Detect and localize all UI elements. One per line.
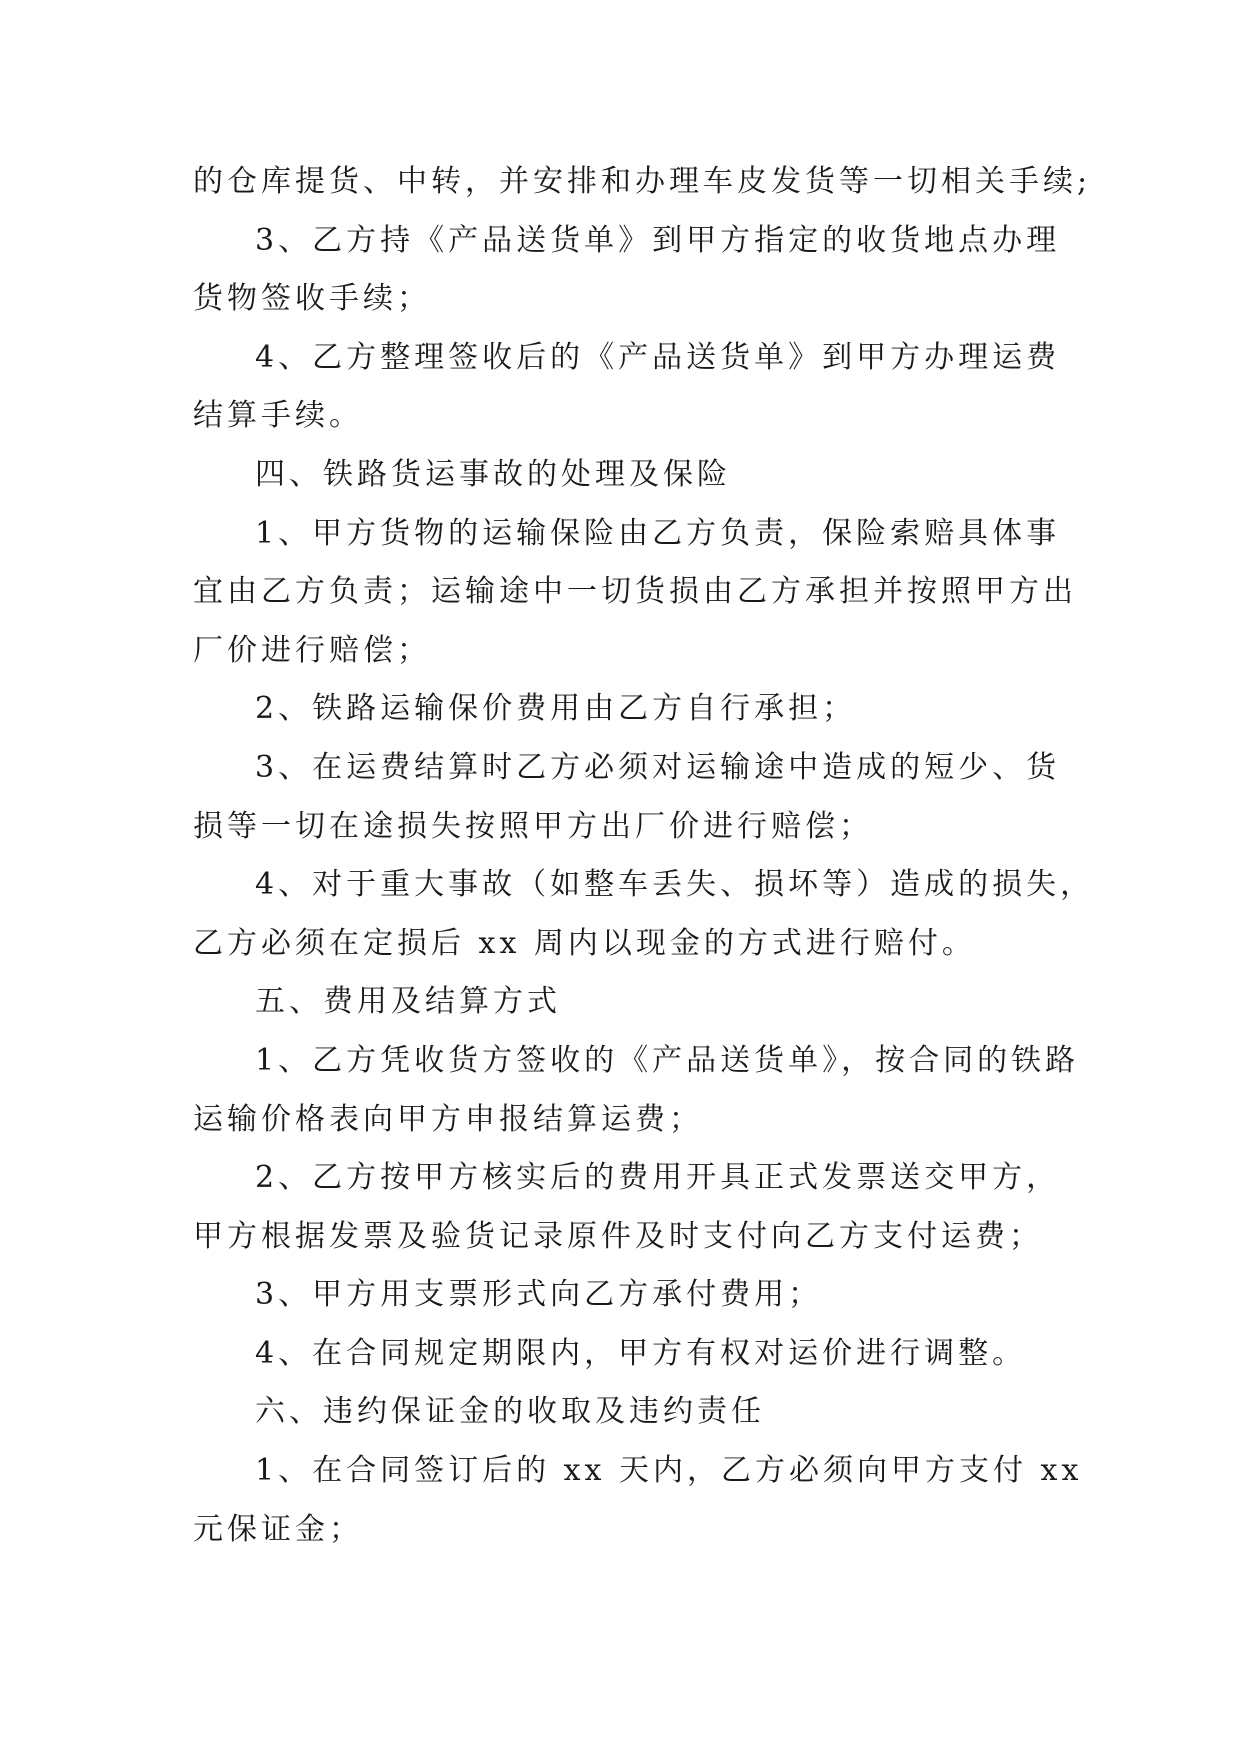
text-line: 2、铁路运输保价费用由乙方自行承担； [255, 691, 857, 727]
section-heading: 六、违约保证金的收取及违约责任 [255, 1394, 765, 1430]
section-heading: 五、费用及结算方式 [255, 984, 561, 1020]
text-line: 货物签收手续； [193, 281, 431, 317]
text-line: 3、乙方持《产品送货单》到甲方指定的收货地点办理 [255, 222, 1061, 258]
text-line: 结算手续。 [193, 398, 363, 434]
text-line: 宜由乙方负责；运输途中一切货损由乙方承担并按照甲方出 [193, 574, 1077, 610]
text-line: 厂价进行赔偿； [193, 632, 431, 668]
text-line: 1、甲方货物的运输保险由乙方负责，保险索赔具体事 [255, 515, 1061, 551]
text-line: 1、在合同签订后的 xx 天内，乙方必须向甲方支付 xx [255, 1453, 1083, 1489]
text-line: 的仓库提货、中转，并安排和办理车皮发货等一切相关手续; [193, 164, 1092, 199]
text-line: 3、在运费结算时乙方必须对运输途中造成的短少、货 [255, 749, 1061, 785]
text-line: 元保证金； [193, 1511, 363, 1547]
text-line: 4、对于重大事故（如整车丢失、损坏等）造成的损失， [255, 867, 1095, 903]
text-line: 4、乙方整理签收后的《产品送货单》到甲方办理运费 [255, 339, 1061, 375]
text-line: 乙方必须在定损后 xx 周内以现金的方式进行赔付。 [193, 925, 976, 961]
text-line: 4、在合同规定期限内，甲方有权对运价进行调整。 [255, 1335, 1027, 1371]
text-line: 2、乙方按甲方核实后的费用开具正式发票送交甲方， [255, 1160, 1061, 1196]
text-line: 运输价格表向甲方申报结算运费； [193, 1101, 703, 1137]
text-line: 1、乙方凭收货方签收的《产品送货单》，按合同的铁路 [255, 1042, 1080, 1078]
document-body [193, 153, 1095, 1559]
text-line: 损等一切在途损失按照甲方出厂价进行赔偿； [193, 808, 873, 844]
text-line: 3、甲方用支票形式向乙方承付费用； [255, 1277, 823, 1313]
section-heading: 四、铁路货运事故的处理及保险 [255, 456, 731, 492]
text-line: 甲方根据发票及验货记录原件及时支付向乙方支付运费； [193, 1218, 1043, 1254]
